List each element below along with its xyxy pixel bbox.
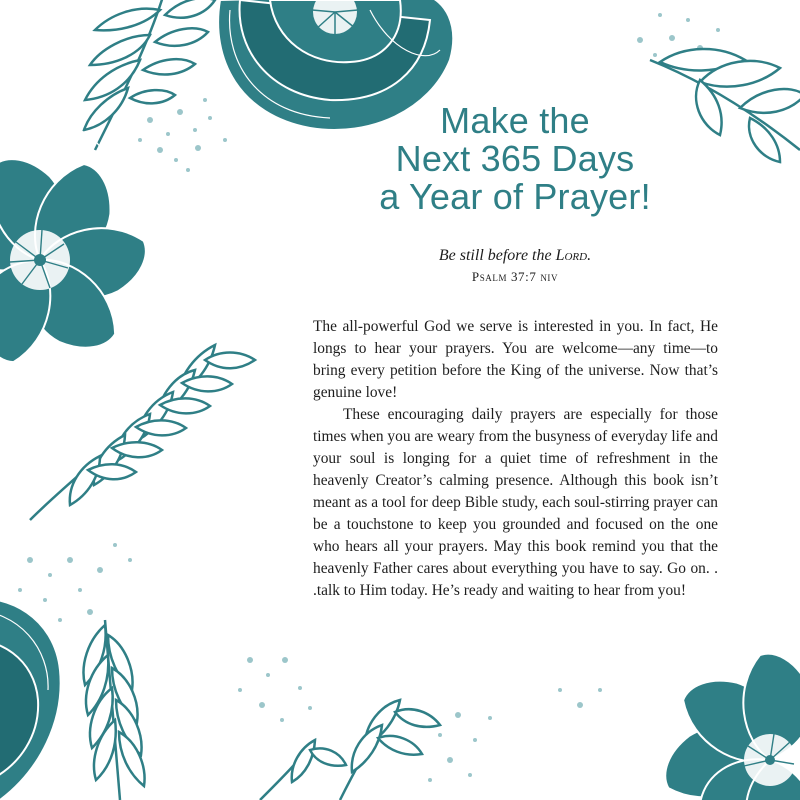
title-line: a Year of Prayer! (379, 176, 651, 217)
page-title (360, 102, 670, 216)
flower-illustration (0, 125, 167, 369)
leaf-sprig-illustration (30, 345, 255, 520)
verse-reference: Psalm 37:7 niv (471, 269, 559, 284)
flower-illustration (0, 598, 61, 800)
verse-lord: Lord (555, 247, 588, 264)
leaf-sprig-illustration (650, 49, 800, 162)
verse-words: Be still before the (438, 247, 552, 264)
epigraph (380, 246, 650, 286)
paragraph: The all-powerful God we serve is interested in you. In fact, He longs to hear your prayers. You are welcome—any time—to bring every petition before the King of the universe. Now that’s genuine love! (313, 318, 718, 401)
fern-illustration (84, 620, 145, 800)
flower-illustration (650, 638, 800, 800)
verse-period: . (587, 247, 592, 264)
verse-text (380, 246, 650, 266)
title-line: Next 365 Days (395, 138, 635, 179)
fern-illustration (84, 0, 215, 150)
body-text (313, 316, 718, 602)
leaf-sprig-illustration (260, 700, 440, 800)
title-line: Make the (440, 100, 590, 141)
paragraph: These encouraging daily prayers are especially for those times when you are weary from the busyness of everyday life and your soul is longing for a quiet time of refreshment in the heavenly Creator’s calming presence. Although this book isn’t meant as a tool for deep Bible study, each soul-stirring prayer can be a touchstone to keep you grounded and focused on the one who hears all your prayers. May this book remind you that the heavenly Father cares about everything you have to say. Go on. . .talk to Him today. He’s ready and waiting to hear from you! (313, 406, 718, 599)
